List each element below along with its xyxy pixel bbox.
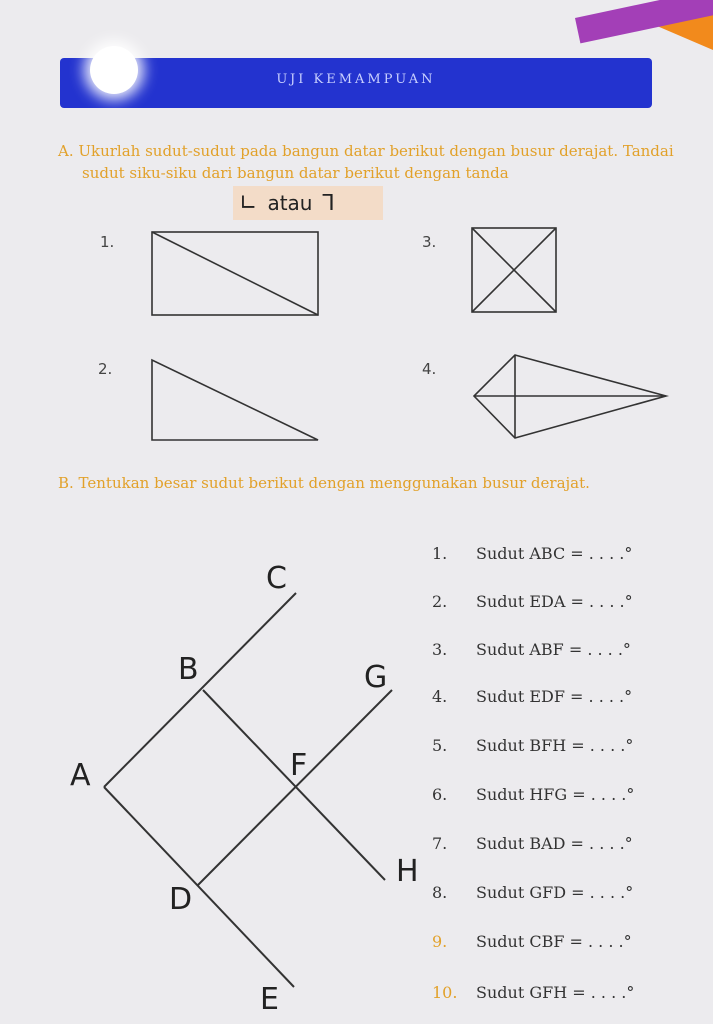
point-label-g: G — [364, 660, 388, 695]
shape-number-4: 4. — [422, 360, 437, 378]
sign-or-label: atau — [267, 191, 313, 215]
shape-number-1: 1. — [100, 233, 115, 251]
section-a-text: A. Ukurlah sudut-sudut pada bangun datar berikut dengan busur derajat. Tandai sudut siku-siku dari bangun datar berikut dengan tanda — [58, 142, 674, 182]
question-9: 9. Sudut CBF = . . . .° — [432, 932, 632, 951]
section-b-text: B. Tentukan besar sudut berikut dengan menggunakan busur derajat. — [58, 474, 590, 492]
question-5: 5. Sudut BFH = . . . .° — [432, 736, 634, 755]
point-label-h: H — [396, 854, 419, 889]
question-4: 4. Sudut EDF = . . . .° — [432, 687, 633, 706]
right-angle-left-icon: ∟ — [239, 190, 258, 216]
point-label-d: D — [169, 882, 193, 917]
shape-4-kite-with-diagonals — [474, 355, 666, 438]
question-10: 10. Sudut GFH = . . . .° — [432, 983, 635, 1002]
point-label-e: E — [260, 982, 279, 1017]
shape-number-3: 3. — [422, 233, 437, 251]
question-8: 8. Sudut GFD = . . . .° — [432, 883, 634, 902]
question-3: 3. Sudut ABF = . . . .° — [432, 640, 631, 659]
point-label-b: B — [178, 652, 199, 687]
section-b-instruction — [58, 472, 678, 494]
banner-title: UJI KEMAMPUAN — [276, 72, 436, 87]
question-1: 1. Sudut ABC = . . . .° — [432, 544, 633, 563]
question-7: 7. Sudut BAD = . . . .° — [432, 834, 633, 853]
right-angle-right-icon: ⅂ — [322, 190, 335, 216]
question-2: 2. Sudut EDA = . . . .° — [432, 592, 633, 611]
point-label-c: C — [266, 561, 287, 596]
question-6: 6. Sudut HFG = . . . .° — [432, 785, 635, 804]
shape-2-right-triangle — [152, 360, 318, 440]
point-label-a: A — [70, 758, 91, 793]
section-b-angle-figure — [104, 593, 392, 987]
shape-3-square-with-diagonals — [472, 228, 556, 312]
shape-1-rectangle-with-diagonal — [152, 232, 318, 315]
shape-number-2: 2. — [98, 360, 113, 378]
point-label-f: F — [290, 748, 308, 783]
